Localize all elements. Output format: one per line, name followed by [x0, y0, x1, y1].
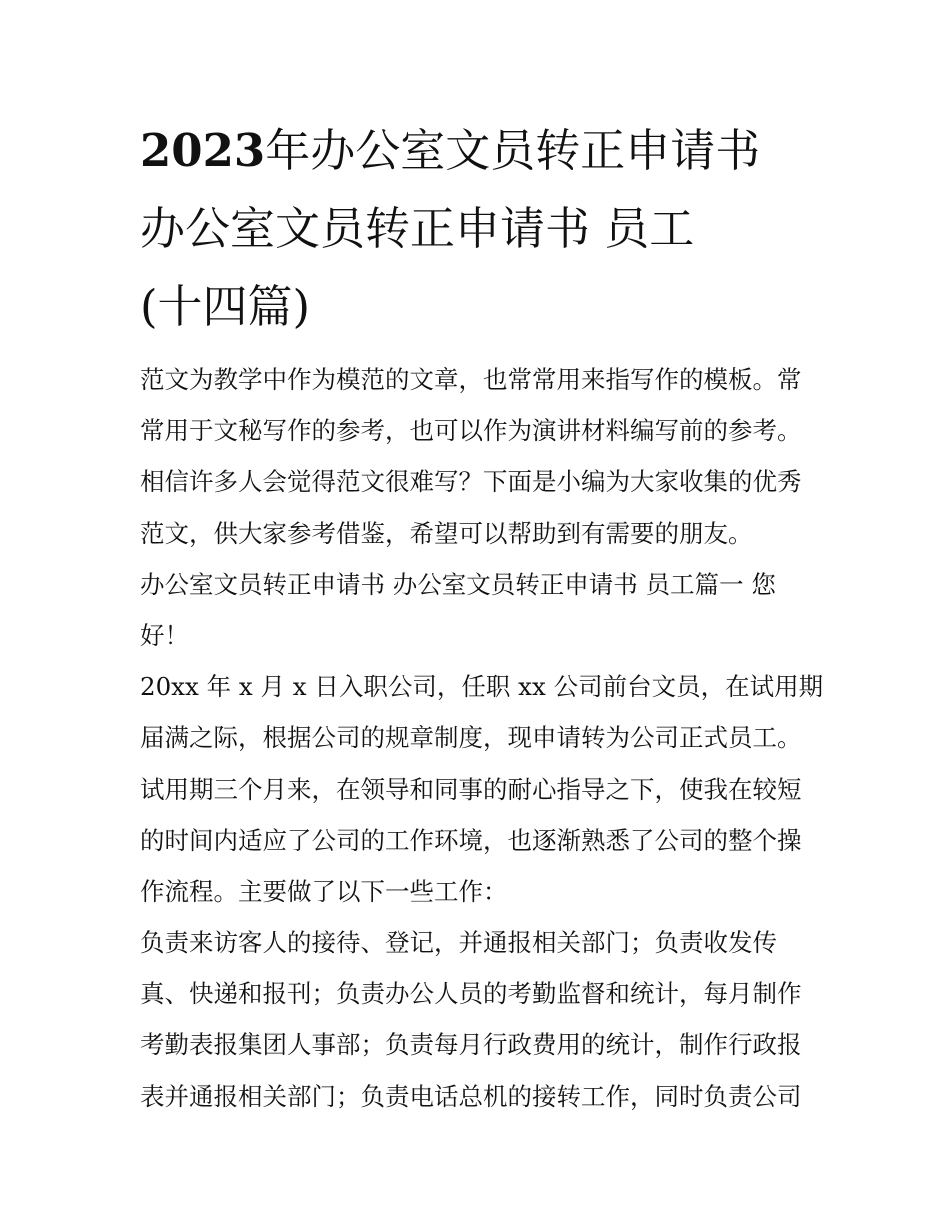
body-line: 考勤表报集团人事部；负责每月行政费用的统计，制作行政报 [140, 1030, 802, 1060]
body-line: 试用期三个月来，在领导和同事的耐心指导之下，使我在较短 [140, 774, 802, 804]
title-year: 2023 [140, 124, 266, 177]
document-title [140, 112, 820, 346]
body-line: 办公室文员转正申请书 办公室文员转正申请书 员工篇一 您 [140, 569, 776, 599]
document-body [140, 354, 824, 1122]
title-line-1 [140, 112, 820, 190]
body-line: 作流程。主要做了以下一些工作： [140, 876, 508, 906]
body-line: 真、快递和报刊；负责办公人员的考勤监督和统计，每月制作 [140, 979, 802, 1009]
title-line-1-text: 年办公室文员转正申请书 [265, 124, 761, 177]
body-line: 常用于文秘写作的参考，也可以作为演讲材料编写前的参考。 [140, 416, 802, 446]
title-line-3: (十四篇) [140, 280, 311, 333]
body-line: 表并通报相关部门；负责电话总机的接转工作，同时负责公司 [140, 1081, 802, 1111]
body-line: 相信许多人会觉得范文很难写？下面是小编为大家收集的优秀 [140, 467, 802, 497]
body-line: 负责来访客人的接待、登记，并通报相关部门；负责收发传 [140, 928, 777, 958]
body-line: 20xx 年 x 月 x 日入职公司，任职 xx 公司前台文员，在试用期 [140, 672, 824, 702]
body-line: 范文为教学中作为模范的文章，也常常用来指写作的模板。常 [140, 365, 802, 394]
body-line: 届满之际，根据公司的规章制度，现申请转为公司正式员工。 [140, 723, 802, 753]
title-line-2: 办公室文员转正申请书 员工 [140, 202, 695, 255]
body-line: 的时间内适应了公司的工作环境，也逐渐熟悉了公司的整个操 [140, 825, 802, 855]
body-line: 好！ [140, 620, 189, 650]
body-line: 范文，供大家参考借鉴，希望可以帮助到有需要的朋友。 [140, 518, 753, 548]
